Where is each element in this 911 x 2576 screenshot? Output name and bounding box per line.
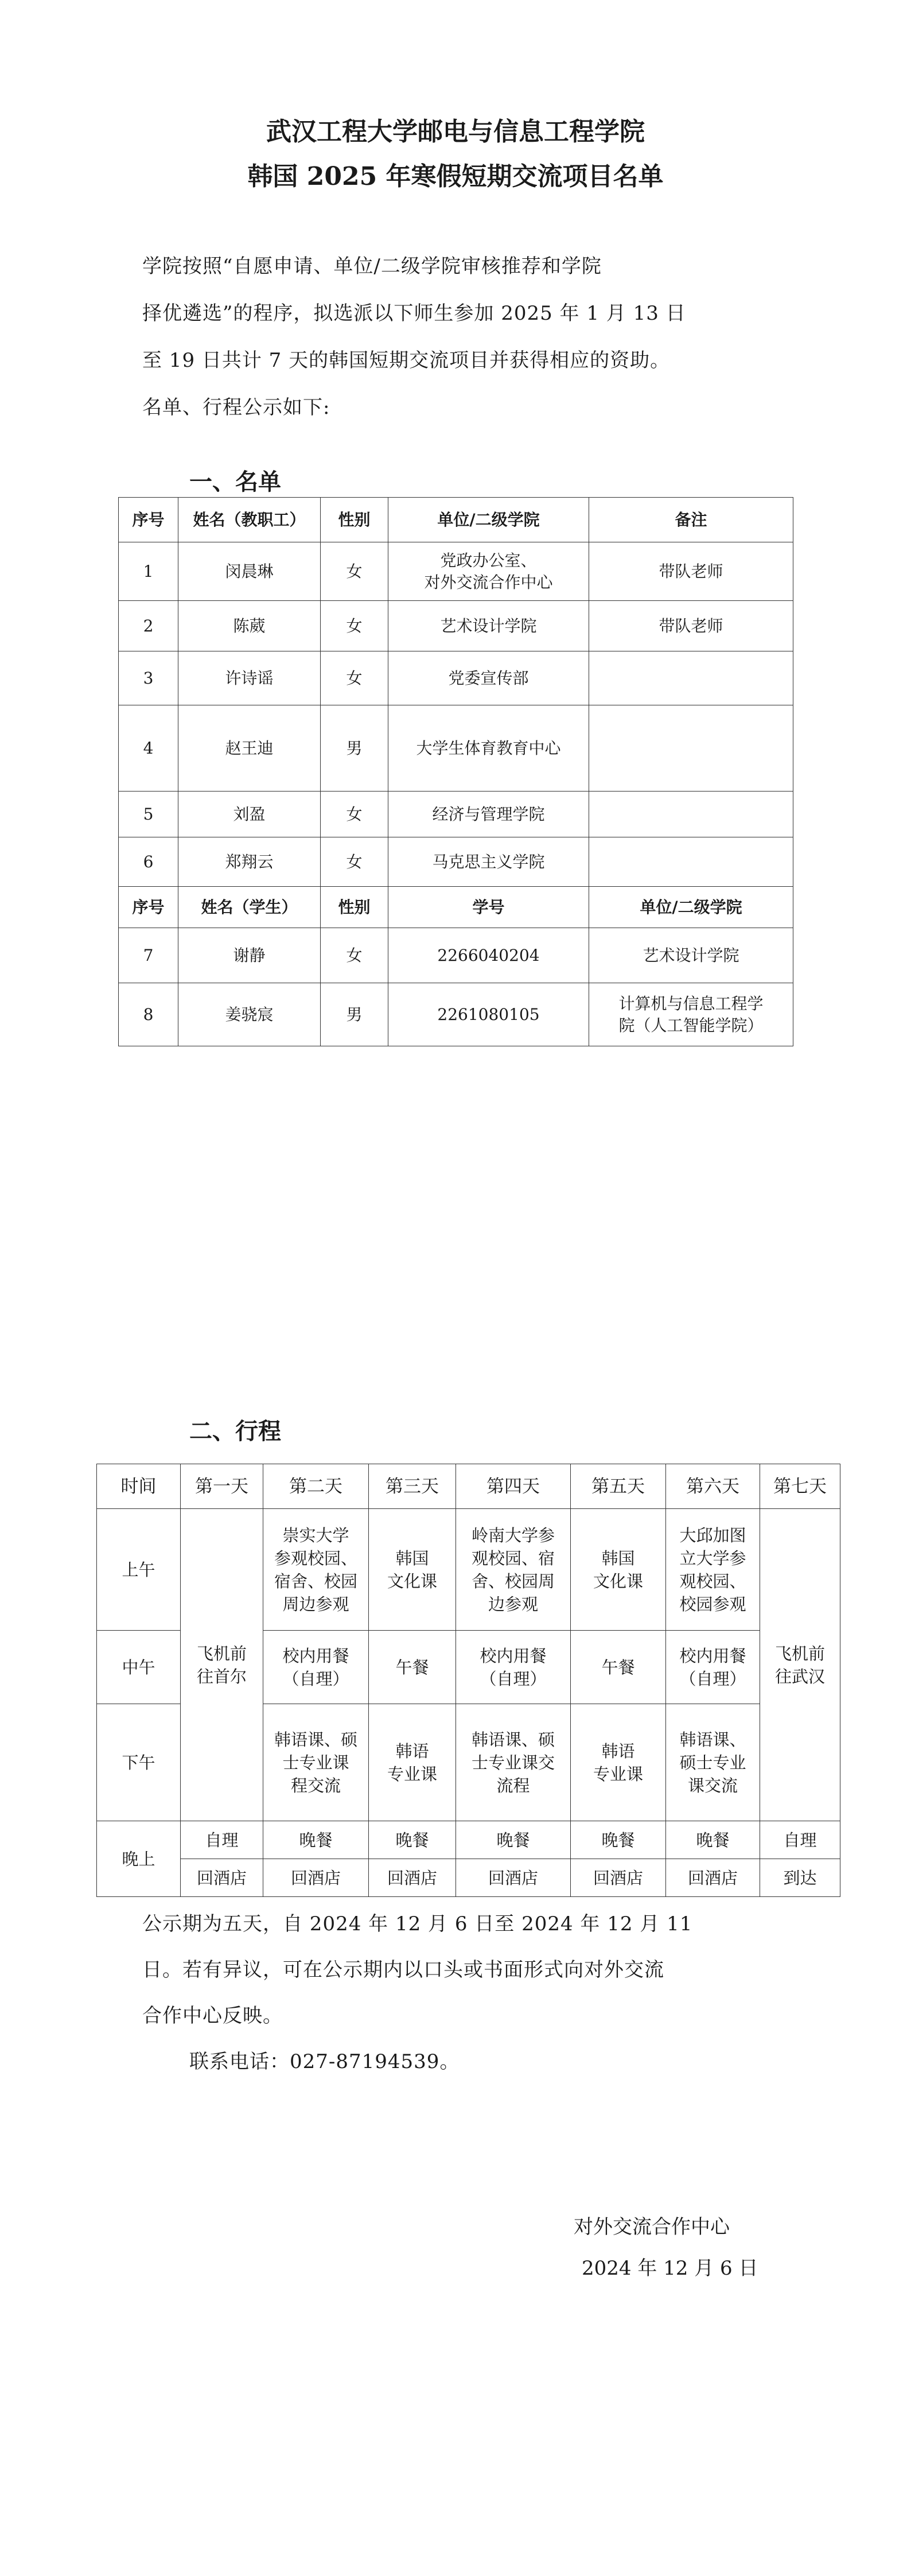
staff-header-row bbox=[119, 498, 793, 542]
cell-note: 带队老师 bbox=[589, 601, 793, 651]
cell-no: 8 bbox=[119, 983, 178, 1046]
table-row bbox=[119, 651, 793, 705]
cell-line: 文化课 bbox=[593, 1571, 643, 1591]
cell-line: 飞机前 bbox=[774, 1643, 825, 1663]
cell-name: 闵晨琳 bbox=[178, 542, 321, 601]
cell-note bbox=[589, 792, 793, 837]
cell-am-day5 bbox=[571, 1509, 666, 1631]
unit-line: 党政办公室、 bbox=[440, 550, 537, 570]
cell-name: 谢静 bbox=[178, 928, 321, 983]
table-row bbox=[119, 928, 793, 983]
cell-day1-flight bbox=[181, 1509, 263, 1821]
cell-name: 姜骁宸 bbox=[178, 983, 321, 1046]
col-header-day7: 第七天 bbox=[760, 1464, 840, 1509]
cell-gender: 女 bbox=[321, 542, 388, 601]
cell-eve-day1: 自理 bbox=[181, 1821, 263, 1859]
col-header-day5: 第五天 bbox=[571, 1464, 666, 1509]
cell-line: 舍、校园周 bbox=[471, 1571, 555, 1591]
cell-eve-day7: 自理 bbox=[760, 1821, 840, 1859]
intro-line-4: 名单、行程公示如下: bbox=[142, 396, 330, 419]
cell-eve2-day3: 回酒店 bbox=[369, 1859, 456, 1897]
table-row bbox=[119, 792, 793, 837]
cell-line: （自理） bbox=[679, 1669, 746, 1689]
cell-am-day6 bbox=[666, 1509, 760, 1631]
cell-line: 士专业课交 bbox=[471, 1752, 555, 1772]
cell-no: 1 bbox=[119, 542, 178, 601]
table-row bbox=[119, 837, 793, 887]
cell-pm-day3 bbox=[369, 1704, 456, 1821]
col-header-gender: 性别 bbox=[321, 887, 388, 928]
cell-day7-flight bbox=[760, 1509, 840, 1821]
cell-noon-day4 bbox=[456, 1631, 571, 1704]
cell-name: 赵王迪 bbox=[178, 705, 321, 792]
cell-eve2-day4: 回酒店 bbox=[456, 1859, 571, 1897]
cell-note bbox=[589, 651, 793, 705]
unit-line: 院（人工智能学院） bbox=[618, 1015, 764, 1035]
cell-line: 往武汉 bbox=[774, 1666, 825, 1686]
section-heading-roster: 一、名单 bbox=[189, 468, 281, 495]
cell-gender: 女 bbox=[321, 837, 388, 887]
cell-line: 校内用餐 bbox=[679, 1646, 746, 1666]
signature-org: 对外交流合作中心 bbox=[574, 2216, 730, 2239]
roster-table bbox=[118, 497, 793, 1046]
cell-line: 崇实大学 bbox=[282, 1525, 349, 1545]
cell-eve-day3: 晚餐 bbox=[369, 1821, 456, 1859]
title-line-2: 韩国 2025 年寒假短期交流项目名单 bbox=[247, 162, 664, 191]
cell-noon-day5: 午餐 bbox=[571, 1631, 666, 1704]
cell-line: （自理） bbox=[480, 1669, 547, 1689]
cell-line: 边参观 bbox=[488, 1594, 538, 1614]
cell-eve-day6: 晚餐 bbox=[666, 1821, 760, 1859]
cell-line: 程交流 bbox=[290, 1775, 341, 1795]
cell-unit: 艺术设计学院 bbox=[388, 601, 589, 651]
col-header-time: 时间 bbox=[97, 1464, 181, 1509]
period-noon: 中午 bbox=[97, 1631, 181, 1704]
period-afternoon: 下午 bbox=[97, 1704, 181, 1821]
cell-line: 校内用餐 bbox=[282, 1646, 349, 1666]
cell-pm-day6 bbox=[666, 1704, 760, 1821]
table-row bbox=[119, 705, 793, 792]
cell-no: 5 bbox=[119, 792, 178, 837]
cell-no: 7 bbox=[119, 928, 178, 983]
cell-line: 课交流 bbox=[687, 1775, 738, 1795]
col-header-gender: 性别 bbox=[321, 498, 388, 542]
cell-unit: 党委宣传部 bbox=[388, 651, 589, 705]
col-header-day1: 第一天 bbox=[181, 1464, 263, 1509]
cell-gender: 男 bbox=[321, 705, 388, 792]
cell-name: 郑翔云 bbox=[178, 837, 321, 887]
col-header-student-name: 姓名（学生） bbox=[178, 887, 321, 928]
cell-eve2-day6: 回酒店 bbox=[666, 1859, 760, 1897]
cell-line: 宿舍、校园 bbox=[274, 1571, 357, 1591]
col-header-day2: 第二天 bbox=[263, 1464, 369, 1509]
intro-line-2: 择优遴选”的程序，拟选派以下师生参加 2025 年 1 月 13 日 bbox=[142, 302, 686, 325]
cell-noon-day2 bbox=[263, 1631, 369, 1704]
schedule-header-row bbox=[97, 1464, 840, 1509]
cell-line: （自理） bbox=[282, 1669, 349, 1689]
cell-line: 校内用餐 bbox=[480, 1646, 547, 1666]
notice-line-2: 日。若有异议，可在公示期内以口头或书面形式向对外交流 bbox=[142, 1958, 664, 1981]
cell-gender: 男 bbox=[321, 983, 388, 1046]
cell-line: 大邱加图 bbox=[679, 1525, 746, 1545]
cell-pm-day4 bbox=[456, 1704, 571, 1821]
notice-line-1: 公示期为五天，自 2024 年 12 月 6 日至 2024 年 12 月 11 bbox=[142, 1912, 693, 1935]
cell-eve-day5: 晚餐 bbox=[571, 1821, 666, 1859]
cell-noon-day6 bbox=[666, 1631, 760, 1704]
cell-eve2-day2: 回酒店 bbox=[263, 1859, 369, 1897]
table-row bbox=[119, 542, 793, 601]
cell-line: 韩语 bbox=[601, 1741, 635, 1761]
cell-line: 韩语课、 bbox=[679, 1729, 746, 1749]
cell-unit: 经济与管理学院 bbox=[388, 792, 589, 837]
title-line-1: 武汉工程大学邮电与信息工程学院 bbox=[266, 117, 645, 146]
signature-date: 2024 年 12 月 6 日 bbox=[582, 2257, 758, 2280]
cell-noon-day3: 午餐 bbox=[369, 1631, 456, 1704]
cell-line: 校园参观 bbox=[679, 1594, 746, 1614]
cell-gender: 女 bbox=[321, 792, 388, 837]
col-header-note: 备注 bbox=[589, 498, 793, 542]
cell-line: 专业课 bbox=[593, 1764, 643, 1784]
cell-line: 韩国 bbox=[395, 1548, 429, 1568]
cell-am-day2 bbox=[263, 1509, 369, 1631]
cell-line: 观校园、宿 bbox=[471, 1548, 555, 1568]
student-header-row bbox=[119, 887, 793, 928]
intro-line-3: 至 19 日共计 7 天的韩国短期交流项目并获得相应的资助。 bbox=[142, 349, 671, 372]
cell-line: 观校园、 bbox=[679, 1571, 746, 1591]
cell-line: 岭南大学参 bbox=[471, 1525, 555, 1545]
cell-note bbox=[589, 837, 793, 887]
unit-line: 对外交流合作中心 bbox=[424, 572, 553, 592]
cell-line: 韩语 bbox=[395, 1741, 429, 1761]
col-header-day4: 第四天 bbox=[456, 1464, 571, 1509]
cell-no: 2 bbox=[119, 601, 178, 651]
cell-line: 硕士专业 bbox=[679, 1752, 746, 1772]
cell-unit: 马克思主义学院 bbox=[388, 837, 589, 887]
intro-line-1: 学院按照“自愿申请、单位/二级学院审核推荐和学院 bbox=[142, 255, 602, 278]
col-header-unit: 单位/二级学院 bbox=[388, 498, 589, 542]
cell-student-id: 2266040204 bbox=[388, 928, 589, 983]
cell-name: 刘盈 bbox=[178, 792, 321, 837]
cell-name: 陈葳 bbox=[178, 601, 321, 651]
col-header-unit: 单位/二级学院 bbox=[589, 887, 793, 928]
section-heading-schedule: 二、行程 bbox=[189, 1418, 281, 1445]
cell-no: 4 bbox=[119, 705, 178, 792]
col-header-day6: 第六天 bbox=[666, 1464, 760, 1509]
cell-student-id: 2261080105 bbox=[388, 983, 589, 1046]
schedule-row-evening-2 bbox=[97, 1859, 840, 1897]
cell-eve2-day7: 到达 bbox=[760, 1859, 840, 1897]
schedule-table bbox=[96, 1464, 840, 1897]
cell-line: 流程 bbox=[496, 1775, 530, 1795]
table-row bbox=[119, 983, 793, 1046]
cell-unit bbox=[589, 983, 793, 1046]
cell-note bbox=[589, 705, 793, 792]
cell-gender: 女 bbox=[321, 601, 388, 651]
col-header-no: 序号 bbox=[119, 498, 178, 542]
cell-gender: 女 bbox=[321, 928, 388, 983]
cell-line: 韩语课、硕 bbox=[274, 1729, 357, 1749]
cell-line: 参观校园、 bbox=[274, 1548, 357, 1568]
schedule-row-morning bbox=[97, 1509, 840, 1631]
cell-line: 飞机前 bbox=[196, 1643, 247, 1663]
cell-eve-day2: 晚餐 bbox=[263, 1821, 369, 1859]
unit-line: 计算机与信息工程学 bbox=[618, 994, 764, 1013]
cell-eve2-day1: 回酒店 bbox=[181, 1859, 263, 1897]
cell-am-day3 bbox=[369, 1509, 456, 1631]
cell-unit: 大学生体育教育中心 bbox=[388, 705, 589, 792]
cell-unit: 艺术设计学院 bbox=[589, 928, 793, 983]
cell-pm-day2 bbox=[263, 1704, 369, 1821]
col-header-day3: 第三天 bbox=[369, 1464, 456, 1509]
cell-note: 带队老师 bbox=[589, 542, 793, 601]
period-evening: 晚上 bbox=[97, 1821, 181, 1897]
schedule-row-evening-1 bbox=[97, 1821, 840, 1859]
cell-line: 文化课 bbox=[387, 1571, 437, 1591]
cell-no: 6 bbox=[119, 837, 178, 887]
cell-line: 周边参观 bbox=[282, 1594, 349, 1614]
cell-line: 专业课 bbox=[387, 1764, 437, 1784]
contact-phone: 联系电话：027-87194539。 bbox=[189, 2050, 460, 2073]
cell-line: 韩语课、硕 bbox=[471, 1729, 555, 1749]
col-header-staff-name: 姓名（教职工） bbox=[178, 498, 321, 542]
cell-unit bbox=[388, 542, 589, 601]
table-row bbox=[119, 601, 793, 651]
cell-gender: 女 bbox=[321, 651, 388, 705]
cell-am-day4 bbox=[456, 1509, 571, 1631]
period-morning: 上午 bbox=[97, 1509, 181, 1631]
cell-no: 3 bbox=[119, 651, 178, 705]
cell-pm-day5 bbox=[571, 1704, 666, 1821]
notice-line-3: 合作中心反映。 bbox=[142, 2004, 283, 2027]
cell-line: 立大学参 bbox=[679, 1548, 746, 1568]
cell-line: 士专业课 bbox=[282, 1752, 349, 1772]
col-header-student-id: 学号 bbox=[388, 887, 589, 928]
cell-name: 许诗谣 bbox=[178, 651, 321, 705]
cell-eve2-day5: 回酒店 bbox=[571, 1859, 666, 1897]
col-header-no: 序号 bbox=[119, 887, 178, 928]
cell-line: 韩国 bbox=[601, 1548, 635, 1568]
cell-line: 往首尔 bbox=[196, 1666, 247, 1686]
cell-eve-day4: 晚餐 bbox=[456, 1821, 571, 1859]
